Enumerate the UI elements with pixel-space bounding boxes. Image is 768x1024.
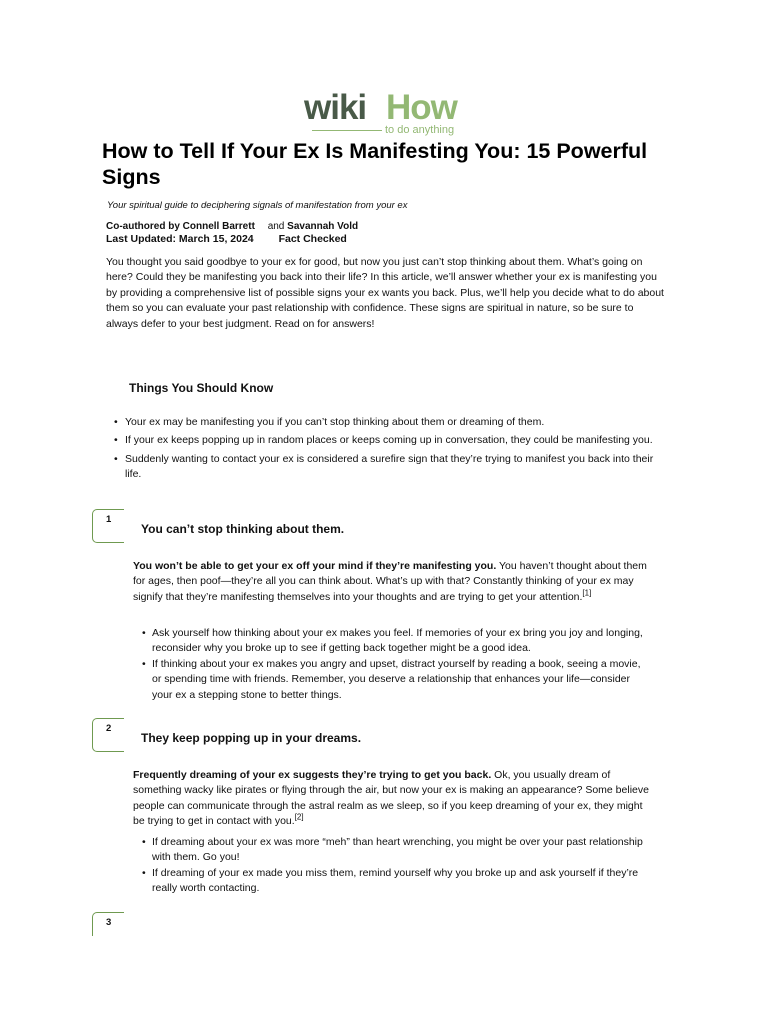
step-text: You haven’t thought about them for ages, then poof—they’re all you can think about. What’s up with that? Constantly thinking of your ex may signify that they’re manifesting themselves into your thoughts and are trying to get your attention. — [133, 560, 647, 603]
list-item: • If dreaming about your ex was more “meh” than heart wrenching, you might be over your past relationship with them. Go you! — [152, 835, 652, 866]
author-link-1[interactable]: Connell Barrett — [182, 221, 255, 232]
step-number: 2 — [106, 723, 112, 734]
logo-how-text: How — [386, 88, 457, 127]
step-number-badge — [92, 509, 124, 543]
author-link-2[interactable]: Savannah Vold — [287, 221, 359, 232]
fact-checked-badge[interactable]: Fact Checked — [278, 233, 347, 245]
logo-divider — [312, 130, 382, 131]
updated-line — [106, 233, 347, 246]
things-you-should-know-list — [125, 415, 655, 486]
last-updated: Last Updated: March 15, 2024 — [106, 233, 254, 245]
step-heading: You can’t stop thinking about them. — [141, 522, 345, 536]
reference-link[interactable]: [2] — [294, 812, 304, 822]
step-number: 1 — [106, 514, 112, 525]
step-tips-list — [152, 626, 652, 703]
step-number-badge — [92, 718, 124, 752]
reference-link[interactable]: [1] — [582, 588, 592, 598]
step-lead: You won’t be able to get your ex off your mind if they’re manifesting you. — [133, 560, 497, 572]
article-subtitle: Your spiritual guide to deciphering signals of manifestation from your ex — [107, 200, 408, 211]
list-item: • If thinking about your ex makes you angry and upset, distract yourself by reading a book, seeing a movie, or spending time with friends. Remember, you deserve a relationship that enhances your life—consider your ex a stepping stone to better things. — [152, 657, 652, 703]
article-intro: You thought you said goodbye to your ex for good, but now you just can’t stop thinking about them. What’s going on here? Could they be manifesting you back into their life? In this article, we’ll answer whether your ex is manifesting you by providing a comprehensive list of possible signs your ex wants you back. Plus, we’ll help you decide what to do about them so you can evaluate your past relationship with confidence. These signs are spiritual in nature, so be sure to always defer to your best judgment. Read on for answers! — [106, 256, 664, 330]
step-tips-list — [152, 835, 652, 897]
step-number: 3 — [106, 917, 112, 928]
list-item: • Your ex may be manifesting you if you can’t stop thinking about them or dreaming of them. — [125, 415, 655, 430]
list-item: • Ask yourself how thinking about your ex makes you feel. If memories of your ex bring you joy and longing, reconsider why you broke up to see if getting back together might be a good idea. — [152, 626, 652, 657]
coauthored-prefix: Co-authored by — [106, 221, 180, 232]
step-lead: Frequently dreaming of your ex suggests they’re trying to get you back. — [133, 769, 492, 781]
step-number-badge — [92, 912, 124, 936]
list-item: • Suddenly wanting to contact your ex is considered a surefire sign that they’re trying to manifest you back into their life. — [125, 452, 655, 483]
wikihow-logo[interactable] — [304, 88, 466, 138]
logo-wiki-text: wiki — [304, 88, 367, 127]
and-text: and — [267, 221, 285, 232]
logo-tagline: to do anything — [385, 124, 455, 136]
list-item: • If dreaming of your ex made you miss them, remind yourself why you broke up and ask yourself if they’re really worth contacting. — [152, 866, 652, 897]
list-item: • If your ex keeps popping up in random places or keeps coming up in conversation, they could be manifesting you. — [125, 433, 655, 448]
step-body — [133, 559, 653, 605]
article-title: How to Tell If Your Ex Is Manifesting You: 15 Powerful Signs — [102, 139, 648, 189]
step-body — [133, 768, 653, 830]
step-text: Ok, you usually dream of something wacky like pirates or flying through the air, but now your ex is making an appearance? Some believe people can communicate through the astral realm as we sleep, so if you keep dreaming of your ex, they might be trying to get in contact with you. — [133, 769, 649, 828]
step-heading: They keep popping up in your dreams. — [141, 731, 362, 745]
things-you-should-know-title: Things You Should Know — [129, 381, 274, 395]
author-line — [106, 220, 358, 233]
